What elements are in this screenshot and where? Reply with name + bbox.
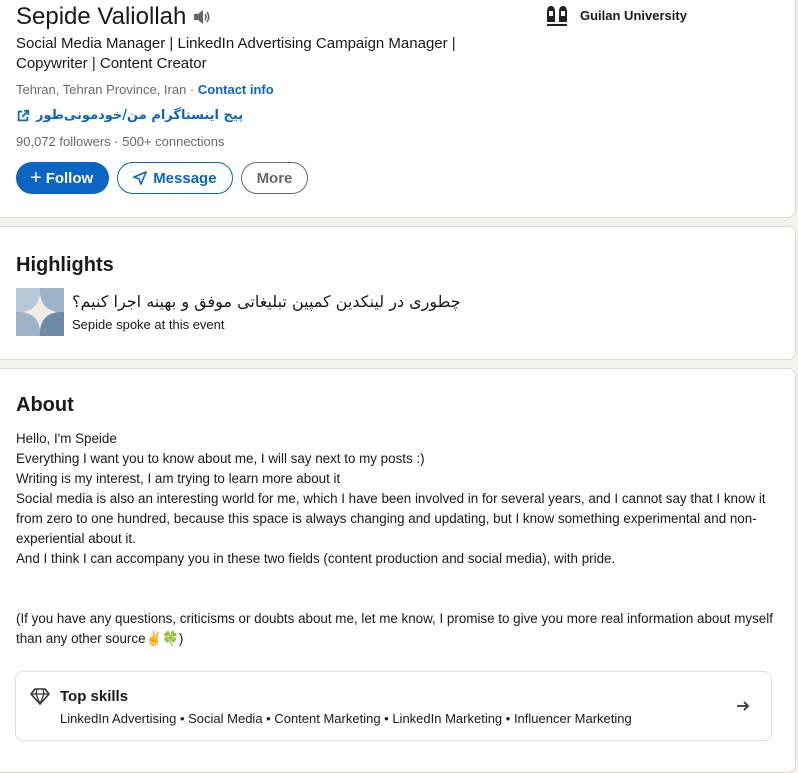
about-text — [16, 429, 776, 649]
location-row — [16, 82, 274, 97]
top-skills-box[interactable] — [15, 671, 772, 741]
about-spacer — [16, 569, 776, 609]
highlights-title: Highlights — [16, 254, 114, 276]
external-link[interactable] — [16, 108, 243, 123]
about-line: Hello, I'm Speide — [16, 431, 117, 446]
location-text: Tehran, Tehran Province, Iran — [16, 82, 187, 97]
location-separator: · — [186, 82, 198, 97]
message-label: Message — [153, 169, 217, 187]
external-link-label: پیج اینستاگرام من/خودمونی‌طور — [36, 108, 244, 123]
speaker-icon[interactable] — [192, 7, 212, 27]
profile-name: Sepide Valiollah — [16, 3, 187, 30]
followers-count: 90,072 followers — [16, 134, 111, 149]
name-row — [16, 3, 212, 31]
plus-icon: + — [30, 167, 42, 189]
diamond-icon — [30, 686, 50, 706]
highlight-item-subtitle: Sepide spoke at this event — [72, 317, 225, 332]
highlights-card — [0, 226, 796, 360]
profile-card — [0, 0, 796, 218]
about-line: Social media is also an interesting world for me, which I have been involved in for several years, and I cannot say that I know it from zero to one hundred, because this space is always changing and updating, but I know something experimental and non-experiential about it. — [16, 491, 766, 546]
message-button[interactable] — [117, 162, 232, 194]
stats-row — [16, 134, 225, 149]
follow-label: Follow — [45, 169, 94, 187]
about-closing: (If you have any questions, criticisms or doubts about me, let me know, I promise to give you more real information about myself than any other source✌️🍀) — [16, 611, 773, 646]
more-button[interactable] — [241, 162, 309, 194]
about-title: About — [16, 394, 74, 416]
contact-info-link[interactable]: Contact info — [197, 82, 274, 97]
more-label: More — [256, 169, 293, 187]
about-line: Everything I want you to know about me, I will say next to my posts :) — [16, 451, 425, 466]
highlight-item-title[interactable]: چطوری در لینکدین کمپین تبلیغاتی موفق و بهینه اجرا کنیم؟ — [72, 292, 461, 311]
top-skills-title: Top skills — [60, 688, 129, 705]
top-skills-list: LinkedIn Advertising • Social Media • Content Marketing • LinkedIn Marketing • Influencer Marketing — [60, 711, 632, 726]
event-thumbnail[interactable] — [16, 288, 64, 336]
connections-count[interactable]: 500+ connections — [122, 134, 225, 149]
arrow-right-icon[interactable] — [735, 698, 751, 714]
stats-separator: · — [110, 134, 123, 149]
follow-button[interactable] — [16, 162, 109, 194]
action-buttons — [16, 162, 308, 194]
education-name: Guilan University — [580, 7, 687, 23]
about-line: And I think I can accompany you in these two fields (content production and social media), with pride. — [16, 551, 616, 566]
about-card — [0, 368, 796, 773]
about-line: Writing is my interest, I am trying to learn more about it — [16, 471, 341, 486]
education-link[interactable] — [544, 2, 687, 28]
university-logo — [544, 2, 570, 28]
send-icon — [133, 171, 147, 185]
external-link-icon — [16, 109, 30, 123]
profile-headline: Social Media Manager | LinkedIn Advertising Campaign Manager | Copywriter | Content Creator — [16, 35, 456, 72]
